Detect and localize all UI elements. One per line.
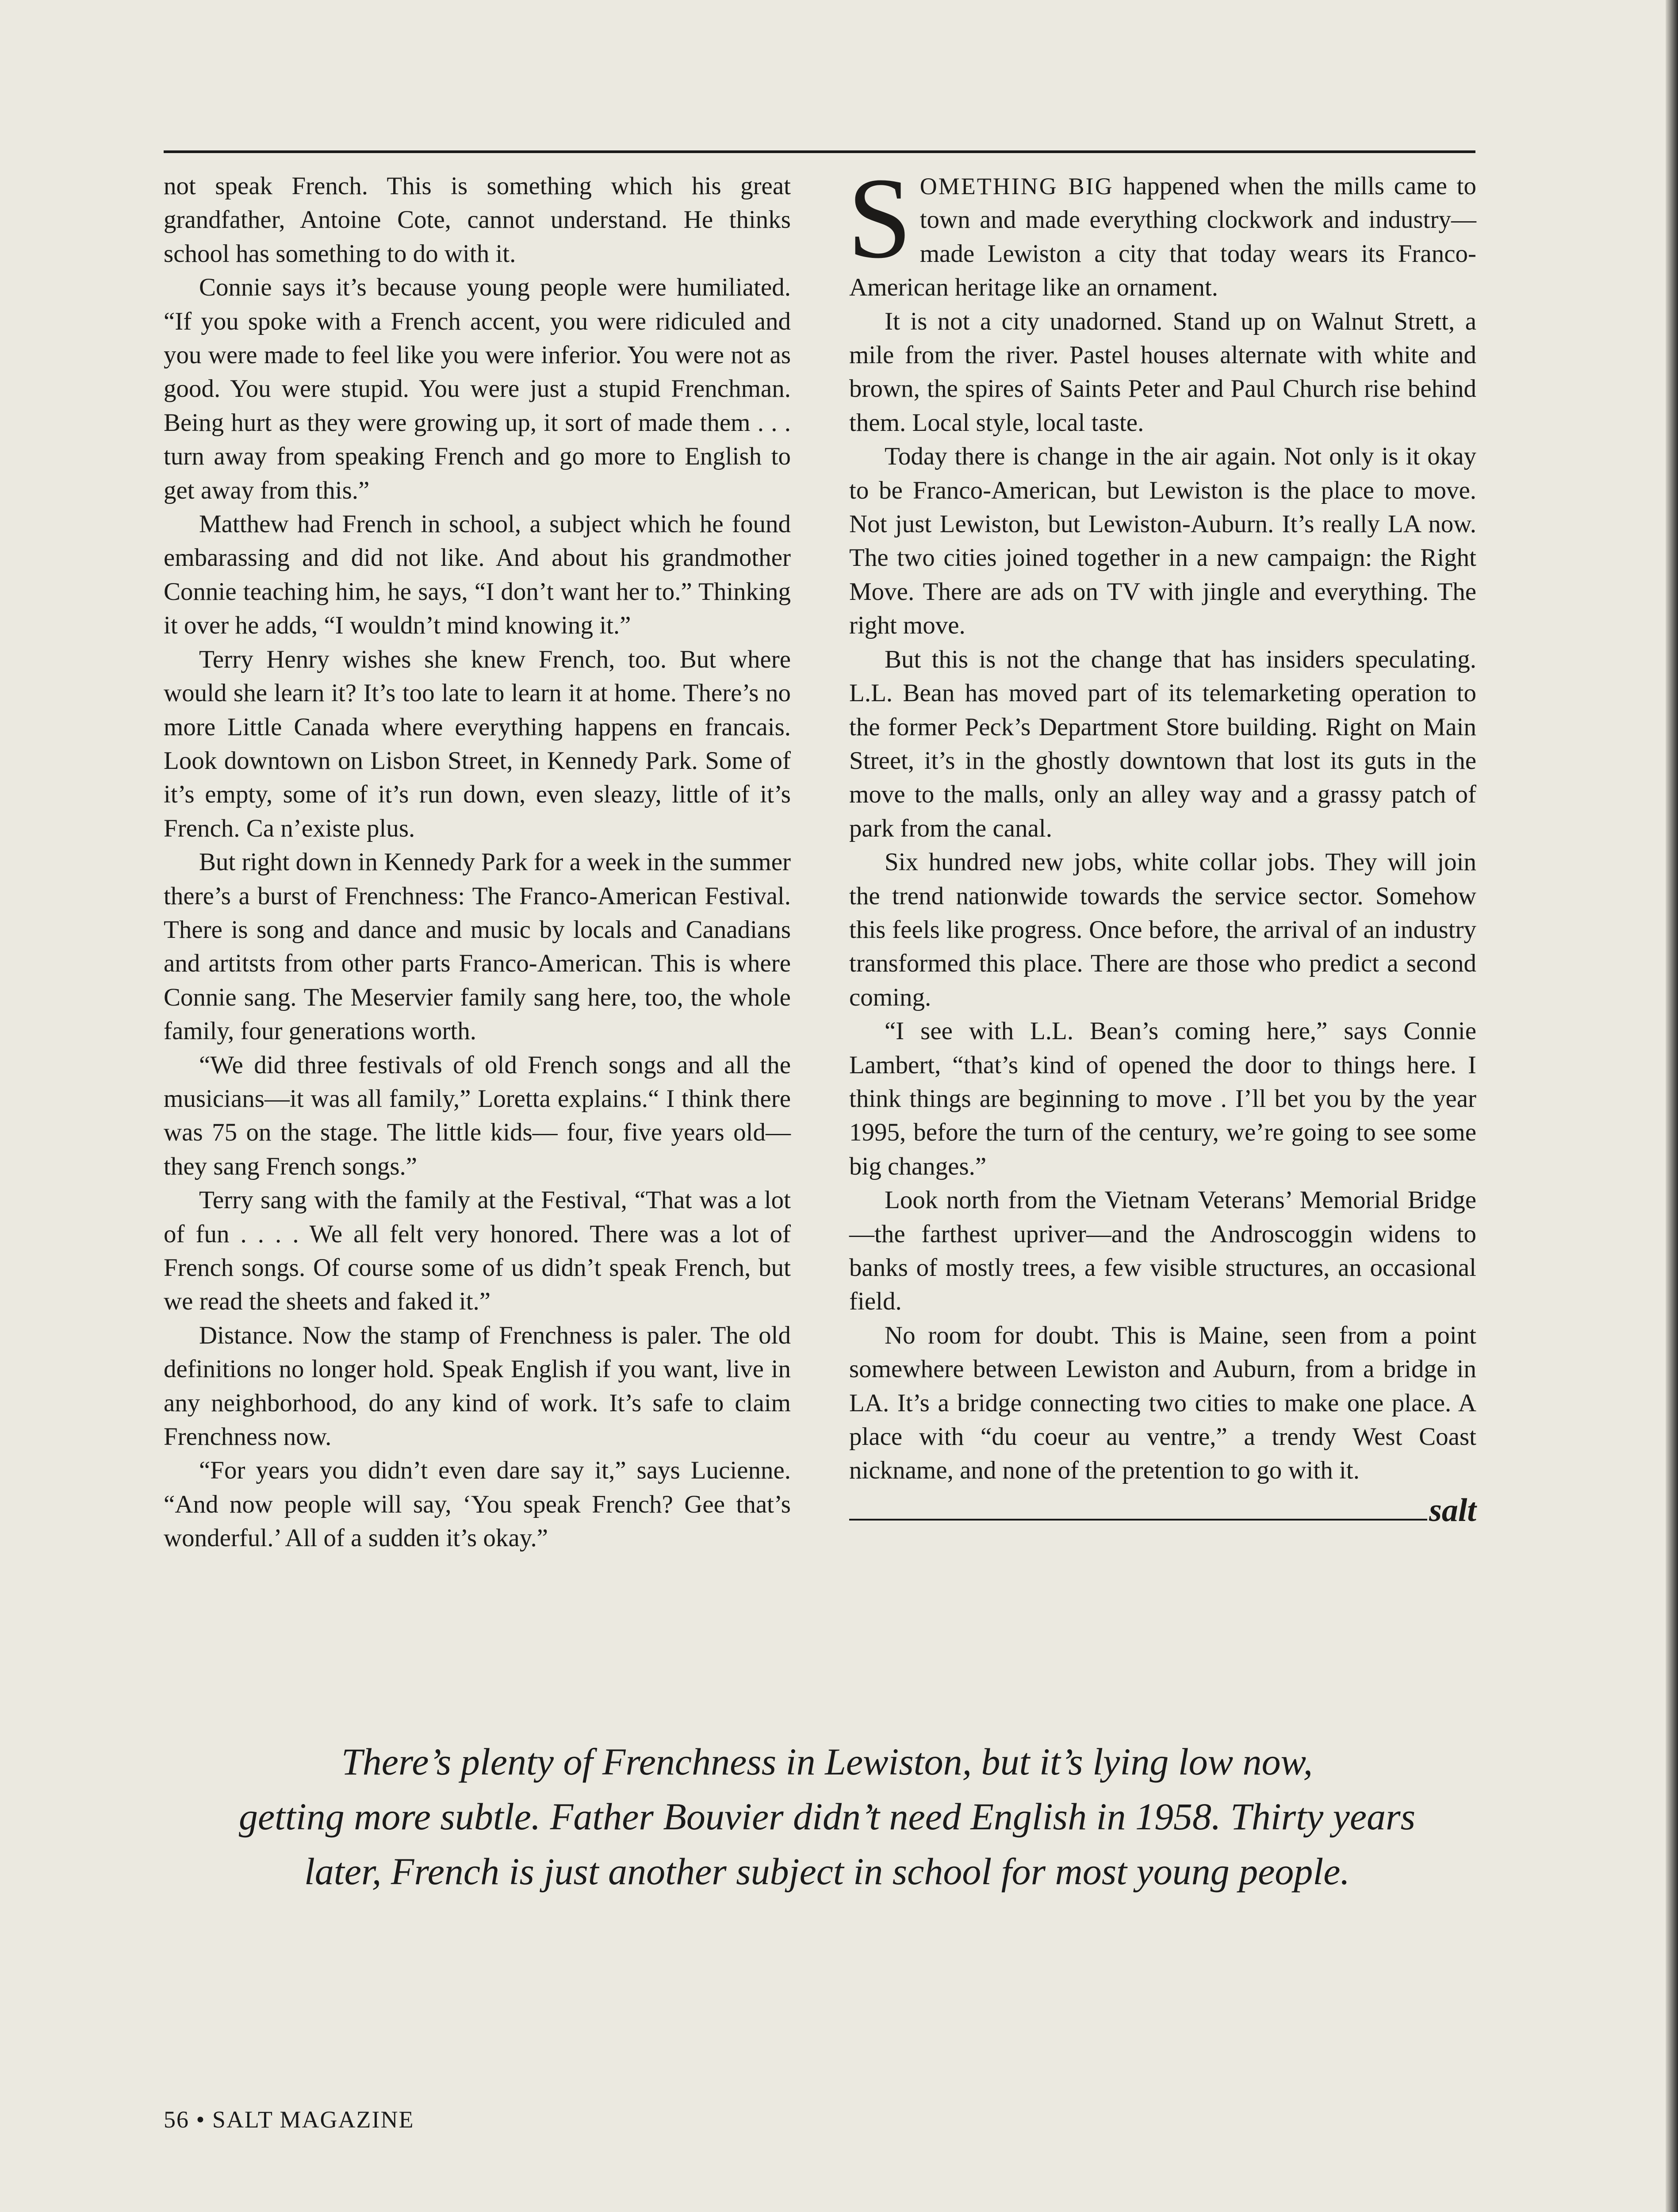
lead-paragraph [847, 154, 1476, 305]
paragraph: Today there is change in the air again. Not only is it okay to be Franco-American, but Lewiston is the place to move. Not just Lewiston, but Lewiston-Auburn. It’s really LA now. The two cities joined together in a new campaign: the Right Move. There are ads on TV with jingle and everything. The right move. [849, 442, 1476, 640]
paragraph: Six hundred new jobs, white collar jobs. They will join the trend nationwide towards the service sector. Somehow this feels like progress. Once before, the arrival of an industry transformed this place. There are those who predict a second coming. [849, 848, 1476, 1011]
paragraph: “I see with L.L. Bean’s coming here,” says Connie Lambert, “that’s kind of opened the door to things here. I think things are beginning to move . I’ll bet you by the year 1995, before the turn of the century, we’re going to see some big changes.” [849, 1017, 1476, 1180]
lead-text: happened when the mills came to town and made everything clockwork and industry—made Lewiston a city that today wears its Franco-American heritage like an ornament. [849, 172, 1476, 302]
pull-quote [164, 1734, 1490, 1899]
pull-quote-line: getting more subtle. Father Bouvier didn’t need English in 1958. Thirty years [238, 1795, 1416, 1838]
drop-cap: S [847, 154, 912, 282]
pull-quote-line: later, French is just another subject in school for most young people. [304, 1850, 1350, 1893]
left-column [164, 169, 791, 1555]
pull-quote-line: There’s plenty of Frenchness in Lewiston, but it’s lying low now, [341, 1740, 1313, 1783]
paragraph: “For years you didn’t even dare say it,” says Lucienne. “And now people will say, ‘You speak French? Gee that’s wonderful.’ All of a sudden it’s okay.” [164, 1456, 791, 1552]
paragraph: Look north from the Vietnam Veterans’ Memorial Bridge—the farthest upriver—and the Androscoggin widens to banks of mostly trees, a few visible structures, an occasional field. [849, 1186, 1476, 1316]
paragraph: not speak French. This is something which his great grandfather, Antoine Cote, cannot understand. He thinks school has something to do with it. [164, 172, 791, 268]
page-edge-shadow [1666, 0, 1678, 2212]
paragraph: Distance. Now the stamp of Frenchness is paler. The old definitions no longer hold. Speak English if you want, live in any neighborhood, do any kind of work. It’s safe to claim Frenchness now. [164, 1321, 791, 1451]
page-footer [164, 2106, 414, 2133]
page-number: 56 [164, 2106, 189, 2133]
publication-name: SALT MAGAZINE [212, 2106, 414, 2133]
lead-caps: OMETHING BIG [919, 173, 1114, 200]
paragraph: Terry Henry wishes she knew French, too. But where would she learn it? It’s too late to learn it at home. There’s no more Little Canada where everything happens en francais. Look downtown on Lisbon Street, in Kennedy Park. Some of it’s empty, some of it’s run down, even sleazy, little of it’s French. Ca n’existe plus. [164, 645, 791, 842]
paragraph: But this is not the change that has insiders speculating. L.L. Bean has moved part of its telemarketing operation to the former Peck’s Department Store building. Right on Main Street, it’s in the ghostly downtown that lost its guts in the move to the malls, only an alley way and a grassy patch of park from the canal. [849, 645, 1476, 842]
paragraph: No room for doubt. This is Maine, seen from a point somewhere between Lewiston and Auburn, from a bridge in LA. It’s a bridge connecting two cities to make one place. A place with “du coeur au ventre,” a trendy West Coast nickname, and none of the pretention to go with it. [849, 1321, 1476, 1485]
end-of-article [849, 1494, 1476, 1527]
top-rule [164, 150, 1475, 153]
paragraph: It is not a city unadorned. Stand up on Walnut Strett, a mile from the river. Pastel houses alternate with white and brown, the spires of Saints Peter and Paul Church rise behind them. Local style, local taste. [849, 307, 1476, 437]
paragraph: But right down in Kennedy Park for a week in the summer there’s a burst of Frenchness: The Franco-American Festival. There is song and dance and music by locals and Canadians and artitsts from other parts Franco-American. This is where Connie sang. The Meservier family sang here, too, the whole family, four generations worth. [164, 848, 791, 1045]
footer-bullet: • [196, 2106, 206, 2133]
end-rule [849, 1519, 1427, 1521]
right-column [847, 154, 1476, 1528]
paragraph: Matthew had French in school, a subject which he found embarassing and did not like. And about his grandmother Connie teaching him, he says, “I don’t want her to.” Thinking it over he adds, “I wouldn’t mind knowing it.” [164, 510, 791, 640]
salt-end-mark: salt [1429, 1492, 1476, 1528]
paragraph: “We did three festivals of old French songs and all the musicians—it was all family,” Loretta explains.“ I think there was 75 on the stage. The little kids— four, five years old— they sang French songs.” [164, 1051, 791, 1180]
paragraph: Terry sang with the family at the Festival, “That was a lot of fun . . . . We all felt very honored. There was a lot of French songs. Of course some of us didn’t speak French, but we read the sheets and faked it.” [164, 1186, 791, 1316]
paragraph: Connie says it’s because young people were humiliated. “If you spoke with a French accent, you were ridiculed and you were made to feel like you were inferior. You were not as good. You were stupid. You were just a stupid Frenchman. Being hurt as they were growing up, it sort of made them . . . turn away from speaking French and go more to English to get away from this.” [164, 273, 791, 504]
